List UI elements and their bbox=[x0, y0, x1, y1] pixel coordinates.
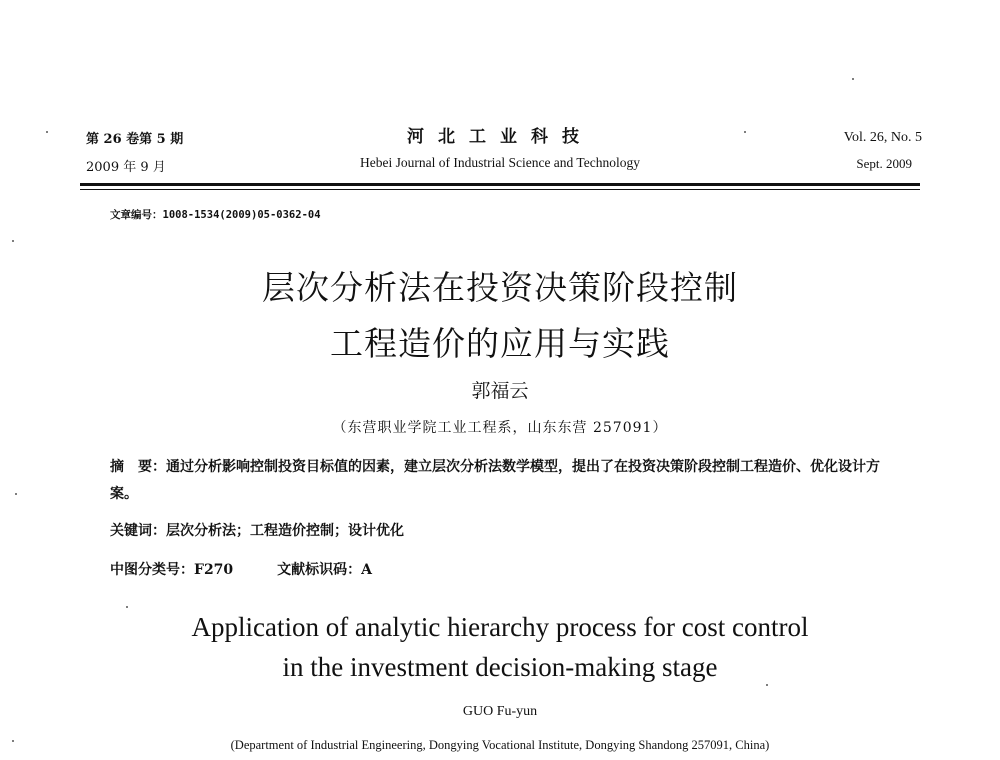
author-en: GUO Fu-yun bbox=[462, 704, 538, 719]
scan-speck bbox=[126, 606, 128, 608]
affiliation-cn: （东营职业学院工业工程系，山东东营 257091） bbox=[332, 420, 668, 436]
scan-speck bbox=[12, 740, 14, 742]
abstract-label: 摘 要： bbox=[110, 459, 166, 475]
date-en: Sept. 2009 bbox=[856, 156, 912, 171]
author-cn: 郭福云 bbox=[471, 380, 529, 402]
header-rule-thick bbox=[80, 183, 920, 186]
doc-code-label: 文献标识码： bbox=[277, 562, 362, 578]
volume-issue-en: Vol. 26, No. 5 bbox=[843, 130, 922, 145]
scan-speck bbox=[15, 493, 17, 495]
title-cn-line2: 工程造价的应用与实践 bbox=[330, 324, 670, 363]
abstract bbox=[110, 454, 900, 508]
scan-speck bbox=[766, 684, 768, 686]
scan-speck bbox=[12, 240, 14, 242]
title-cn-line1: 层次分析法在投资决策阶段控制 bbox=[262, 268, 738, 307]
scan-speck bbox=[744, 131, 746, 133]
clc-label: 中图分类号： bbox=[110, 562, 194, 578]
date-cn: 2009 年 9 月 bbox=[86, 160, 166, 175]
classification bbox=[110, 557, 900, 584]
affiliation-en: (Department of Industrial Engineering, Dongying Vocational Institute, Dongying Shandong 257091, China) bbox=[230, 738, 770, 752]
journal-name-cn: 河北工业科技 bbox=[407, 127, 593, 147]
keywords-text: 层次分析法；工程造价控制；设计优化 bbox=[166, 523, 404, 539]
title-en-line2: in the investment decision-making stage bbox=[282, 652, 718, 682]
clc-value: F270 bbox=[194, 562, 234, 578]
scan-speck bbox=[46, 131, 48, 133]
article-number: 文章编号：1008-1534(2009)05-0362-04 bbox=[110, 209, 321, 221]
scan-speck bbox=[852, 78, 854, 80]
abstract-text: 通过分析影响控制投资目标值的因素，建立层次分析法数学模型，提出了在投资决策阶段控制工程造价、优化设计方案。 bbox=[110, 459, 880, 502]
keywords bbox=[110, 518, 900, 545]
header-rule-thin bbox=[80, 189, 920, 190]
doc-code-value: A bbox=[361, 562, 373, 578]
volume-issue-cn: 第 26 卷第 5 期 bbox=[86, 132, 184, 147]
journal-name-en: Hebei Journal of Industrial Science and Technology bbox=[360, 155, 640, 170]
keywords-label: 关键词： bbox=[110, 523, 166, 539]
title-en-line1: Application of analytic hierarchy process for cost control bbox=[191, 612, 809, 642]
